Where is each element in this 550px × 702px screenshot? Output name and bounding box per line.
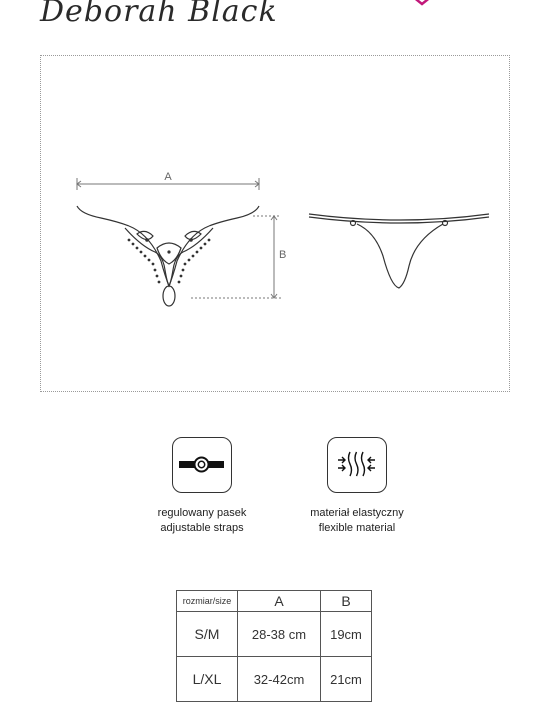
table-header-a: A: [238, 591, 321, 612]
feature-flexible-material: [282, 437, 432, 536]
elastic-material-icon: [327, 437, 387, 493]
dimension-b-label: B: [279, 249, 287, 261]
product-diagram: [40, 55, 510, 392]
feature-label-en: flexible material: [318, 522, 396, 534]
feature-label-pl: materiał elastyczny: [310, 507, 404, 519]
size-cell: S/M: [177, 612, 238, 657]
feature-label-en: adjustable straps: [160, 522, 244, 534]
brand-logo-icon: [410, 0, 434, 8]
table-header-size: rozmiar/size: [177, 591, 238, 612]
dimension-a-cell: 32-42cm: [238, 657, 321, 702]
table-row: [177, 612, 372, 657]
dimension-a-label: A: [164, 171, 172, 183]
back-view: [309, 214, 489, 288]
feature-label-pl: regulowany pasek: [157, 507, 247, 519]
front-view: [77, 206, 259, 306]
front-view-beads: [128, 238, 211, 283]
dimension-a-cell: 28-38 cm: [238, 612, 321, 657]
table-row: [177, 657, 372, 702]
dimension-a-indicator: [77, 171, 259, 190]
dimension-b-cell: 21cm: [321, 657, 372, 702]
table-header-b: B: [321, 591, 372, 612]
garment-illustration: [41, 56, 511, 393]
dimension-b-cell: 19cm: [321, 612, 372, 657]
feature-adjustable-straps: [127, 437, 277, 536]
adjustable-strap-icon: [172, 437, 232, 493]
size-table: [176, 590, 372, 702]
table-header-row: [177, 591, 372, 612]
size-cell: L/XL: [177, 657, 238, 702]
product-title: Deborah Black: [40, 0, 278, 29]
